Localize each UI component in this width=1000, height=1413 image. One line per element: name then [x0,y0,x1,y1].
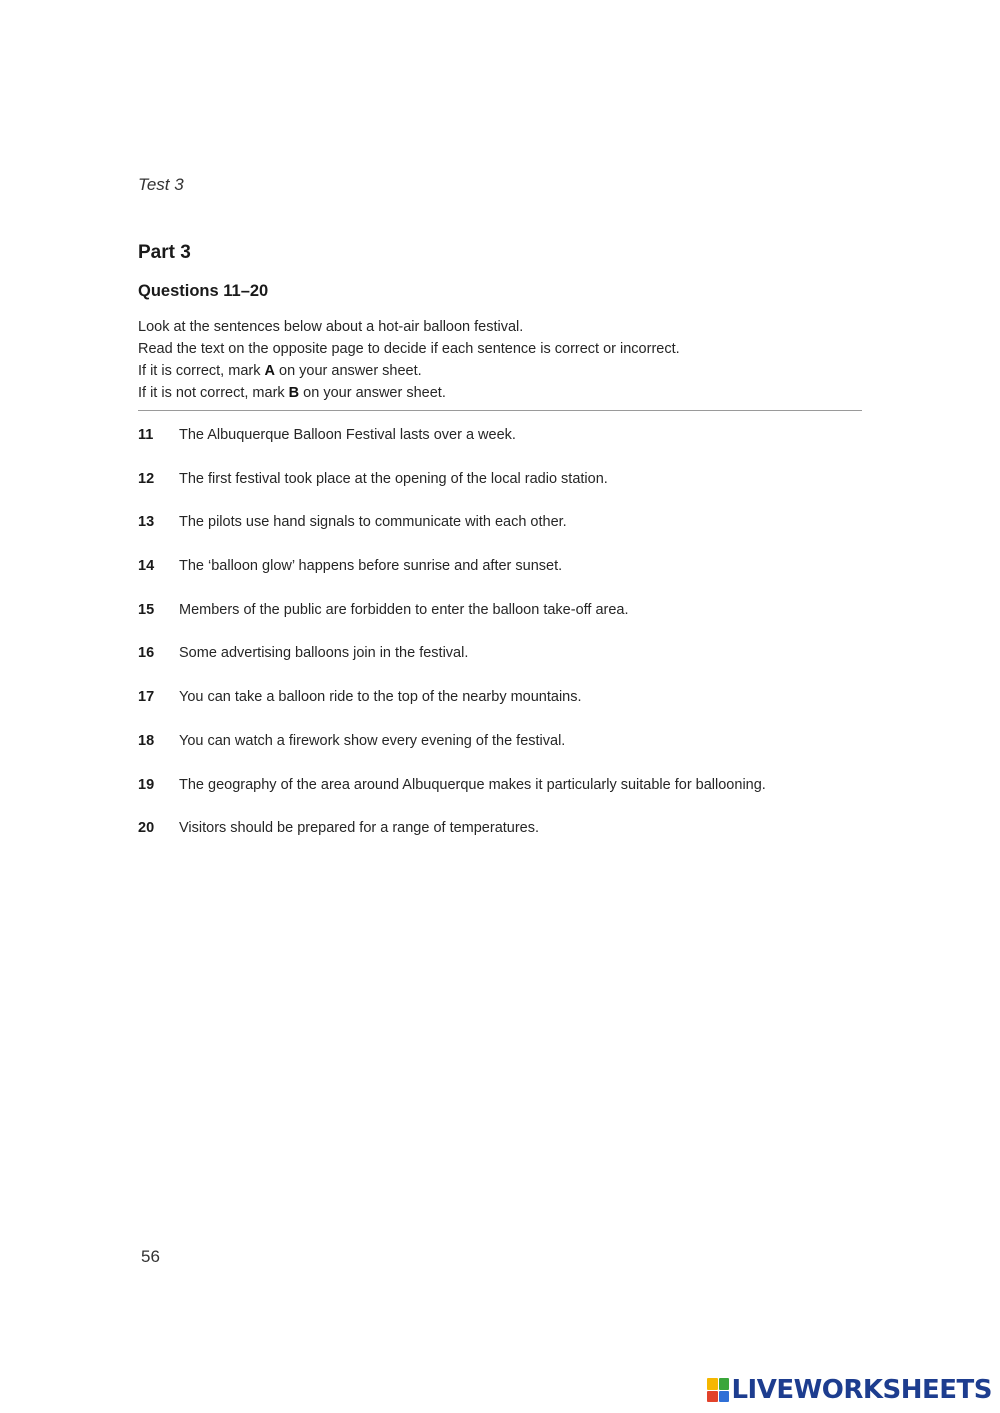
instruction-text: If it is not correct, mark [138,385,289,401]
question-text: Some advertising balloons join in the festival. [179,645,469,662]
question-item [138,424,898,468]
question-number: 15 [138,601,155,618]
part-title: Part 3 [138,242,191,263]
question-number: 11 [138,427,154,443]
question-item [138,730,898,774]
question-text: You can watch a firework show every evening of the festival. [179,732,566,749]
question-number: 17 [138,689,155,706]
question-text: The Albuquerque Balloon Festival lasts over a week. [179,427,516,443]
instruction-text: on your answer sheet. [274,363,422,379]
option-a-label: A [264,363,275,379]
option-b-label: B [288,385,300,401]
question-text: Members of the public are forbidden to enter the balloon take-off area. [179,601,629,618]
question-list [138,424,898,861]
question-text: You can take a balloon ride to the top of the nearby mountains. [179,689,582,706]
question-item [138,511,898,555]
question-number: 16 [138,645,155,662]
liveworksheets-watermark [707,1375,992,1405]
question-number: 12 [138,470,155,487]
question-number: 20 [138,820,155,837]
instruction-text: If it is correct, mark [138,363,265,379]
question-item [138,774,898,818]
running-head: Test 3 [138,175,184,194]
logo-tile [719,1378,730,1390]
divider-rule [138,410,862,411]
question-item [138,642,898,686]
question-item [138,555,898,599]
question-item [138,817,898,861]
logo-tile [707,1391,718,1403]
question-text: The geography of the area around Albuquerque makes it particularly suitable for ballooning. [179,776,766,793]
instruction-line-3 [138,360,868,382]
page-number: 56 [141,1247,160,1266]
logo-tile [719,1391,730,1403]
instructions [138,316,868,404]
liveworksheets-logo-icon [707,1378,729,1402]
question-item [138,468,898,512]
question-item [138,599,898,643]
instruction-text: on your answer sheet. [299,385,446,401]
instruction-line-4 [138,382,868,404]
instruction-line-2: Read the text on the opposite page to decide if each sentence is correct or incorrect. [138,341,680,357]
logo-tile [707,1378,718,1390]
question-text: The ‘balloon glow’ happens before sunrise and after sunset. [179,558,563,575]
question-number: 19 [138,776,155,793]
question-number: 13 [138,514,155,531]
question-number: 14 [138,558,155,575]
questions-title: Questions 11–20 [138,282,269,300]
question-text: The pilots use hand signals to communicate with each other. [179,514,567,531]
watermark-text: LIVEWORKSHEETS [731,1375,992,1405]
question-number: 18 [138,732,155,749]
question-text: The first festival took place at the opening of the local radio station. [179,470,608,487]
instruction-line-1: Look at the sentences below about a hot-air balloon festival. [138,319,524,335]
question-item [138,686,898,730]
question-text: Visitors should be prepared for a range of temperatures. [179,820,540,837]
